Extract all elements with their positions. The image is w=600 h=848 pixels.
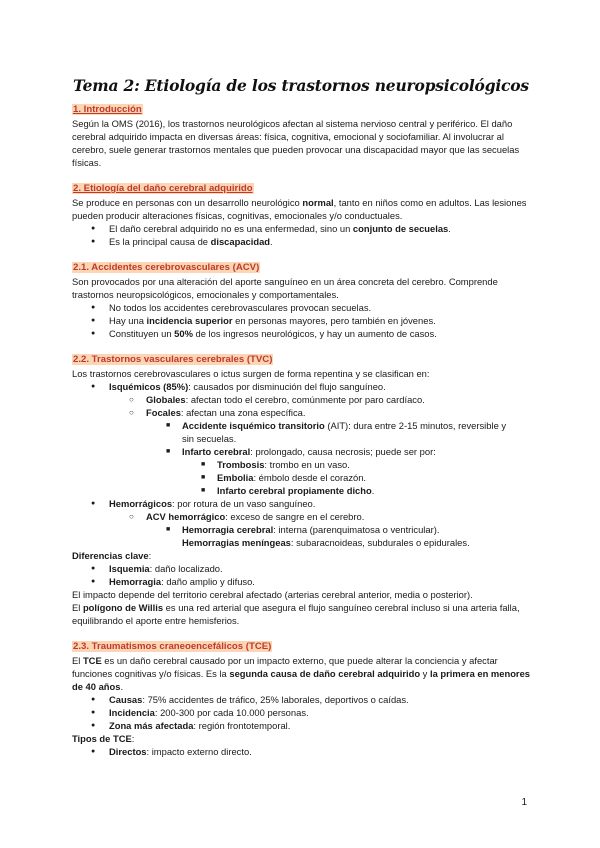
paragraph: El polígono de Willis es una red arterial que asegura el flujo sanguíneo cerebral incluso si una arteria falla, equilibrando el aporte entre hemisferios. [72,602,520,626]
list-item: ● No todos los accidentes cerebrovasculares provocan secuelas. [72,301,530,314]
list-item: ● Isquemia: daño localizado. [72,562,530,575]
paragraph: Los trastornos cerebrovasculares o ictus surgen de forma repentina y se clasifican en: [72,368,430,379]
bullet-list [72,380,530,549]
section-tce [72,636,530,758]
list-item: ○ Globales: afectan todo el cerebro, comúnmente por paro cardíaco. [72,393,530,406]
list-item: ■ Trombosis: trombo en un vaso. [72,458,530,471]
list-item: ● Incidencia: 200-300 por cada 10.000 personas. [72,706,530,719]
paragraph: Se produce en personas con un desarrollo neurológico normal, tanto en niños como en adultos. Las lesiones pueden producir alteraciones físicas, cognitivas, emocionales y/o conductuales. [72,197,527,221]
list-item: ● Directos: impacto externo directo. [72,745,530,758]
subsection-heading: 2.3. Traumatismos craneoencefálicos (TCE) [73,641,272,652]
bullet-list [72,301,530,340]
paragraph: Son provocados por una alteración del aporte sanguíneo en un área concreta del cerebro. Comprende trastornos neuropsicológicos, emocionales y comportamentales. [72,276,498,300]
paragraph: Tipos de TCE: [72,733,135,744]
list-item: ■ Hemorragia cerebral: interna (parenquimatosa o ventricular). [72,523,530,536]
section-tvc [72,349,530,627]
list-item-continuation: sin secuelas. [182,433,237,444]
section-etiologia [72,178,530,248]
bullet-list [72,745,530,758]
section-heading: 1. Introducción [73,104,142,115]
paragraph: Según la OMS (2016), los trastornos neurológicos afectan al sistema nervioso central y periférico. El daño cerebral adquirido impacta en diversas áreas: física, cognitiva, emocional y sociofamiliar. Al involucrar al cerebro, suele generar trastornos mentales que pueden provocar una discapacidad mayor que las secuelas físicas. [72,118,520,168]
list-item: ● Hay una incidencia superior en personas mayores, pero también en jóvenes. [72,314,530,327]
section-acv [72,257,530,340]
bullet-list [72,693,530,732]
bullet-list [72,562,530,588]
list-item-continuation: Hemorragias meníngeas: subaracnoideas, subdurales o epidurales. [182,537,470,548]
list-item: ● Causas: 75% accidentes de tráfico, 25% laborales, deportivos o caídas. [72,693,530,706]
list-item: ● Hemorrágicos: por rotura de un vaso sanguíneo. [72,497,530,510]
list-item: ● Constituyen un 50% de los ingresos neurológicos, y hay un aumento de casos. [72,327,530,340]
subsection-heading: 2.1. Accidentes cerebrovasculares (ACV) [73,262,260,273]
section-introduccion [72,99,530,169]
list-item: ■ Embolia: émbolo desde el corazón. [72,471,530,484]
list-item: ○ Focales: afectan una zona específica. [72,406,530,419]
list-item: ● Es la principal causa de discapacidad. [72,235,530,248]
paragraph: El TCE es un daño cerebral causado por un impacto externo, que puede alterar la conciencia y afectar funciones cognitivas y/o físicas. Es la segunda causa de daño cerebral adquirido y la primera en menores de 40 años. [72,655,531,692]
list-item: ■ Accidente isquémico transitorio (AIT): dura entre 2-15 minutos, reversible y [72,419,530,432]
paragraph: El impacto depende del territorio cerebral afectado (arterias cerebral anterior, media o posterior). [72,589,473,600]
list-item: ● El daño cerebral adquirido no es una enfermedad, sino un conjunto de secuelas. [72,222,530,235]
document-title: Tema 2: Etiología de los trastornos neuropsicológicos [73,76,529,95]
list-item: ● Zona más afectada: región frontotemporal. [72,719,530,732]
list-item: ■ Infarto cerebral: prolongado, causa necrosis; puede ser por: [72,445,530,458]
subsection-heading: 2.2. Trastornos vasculares cerebrales (TVC) [73,354,273,365]
paragraph: Diferencias clave: [72,550,152,561]
page-number: 1 [521,797,527,808]
list-item: ● Isquémicos (85%): causados por disminución del flujo sanguíneo. [72,380,530,393]
list-item: ○ ACV hemorrágico: exceso de sangre en el cerebro. [72,510,530,523]
section-heading: 2. Etiología del daño cerebral adquirido [73,183,253,194]
list-item: ● Hemorragia: daño amplio y difuso. [72,575,530,588]
list-item: ■ Infarto cerebral propiamente dicho. [72,484,530,497]
bullet-list [72,222,530,248]
